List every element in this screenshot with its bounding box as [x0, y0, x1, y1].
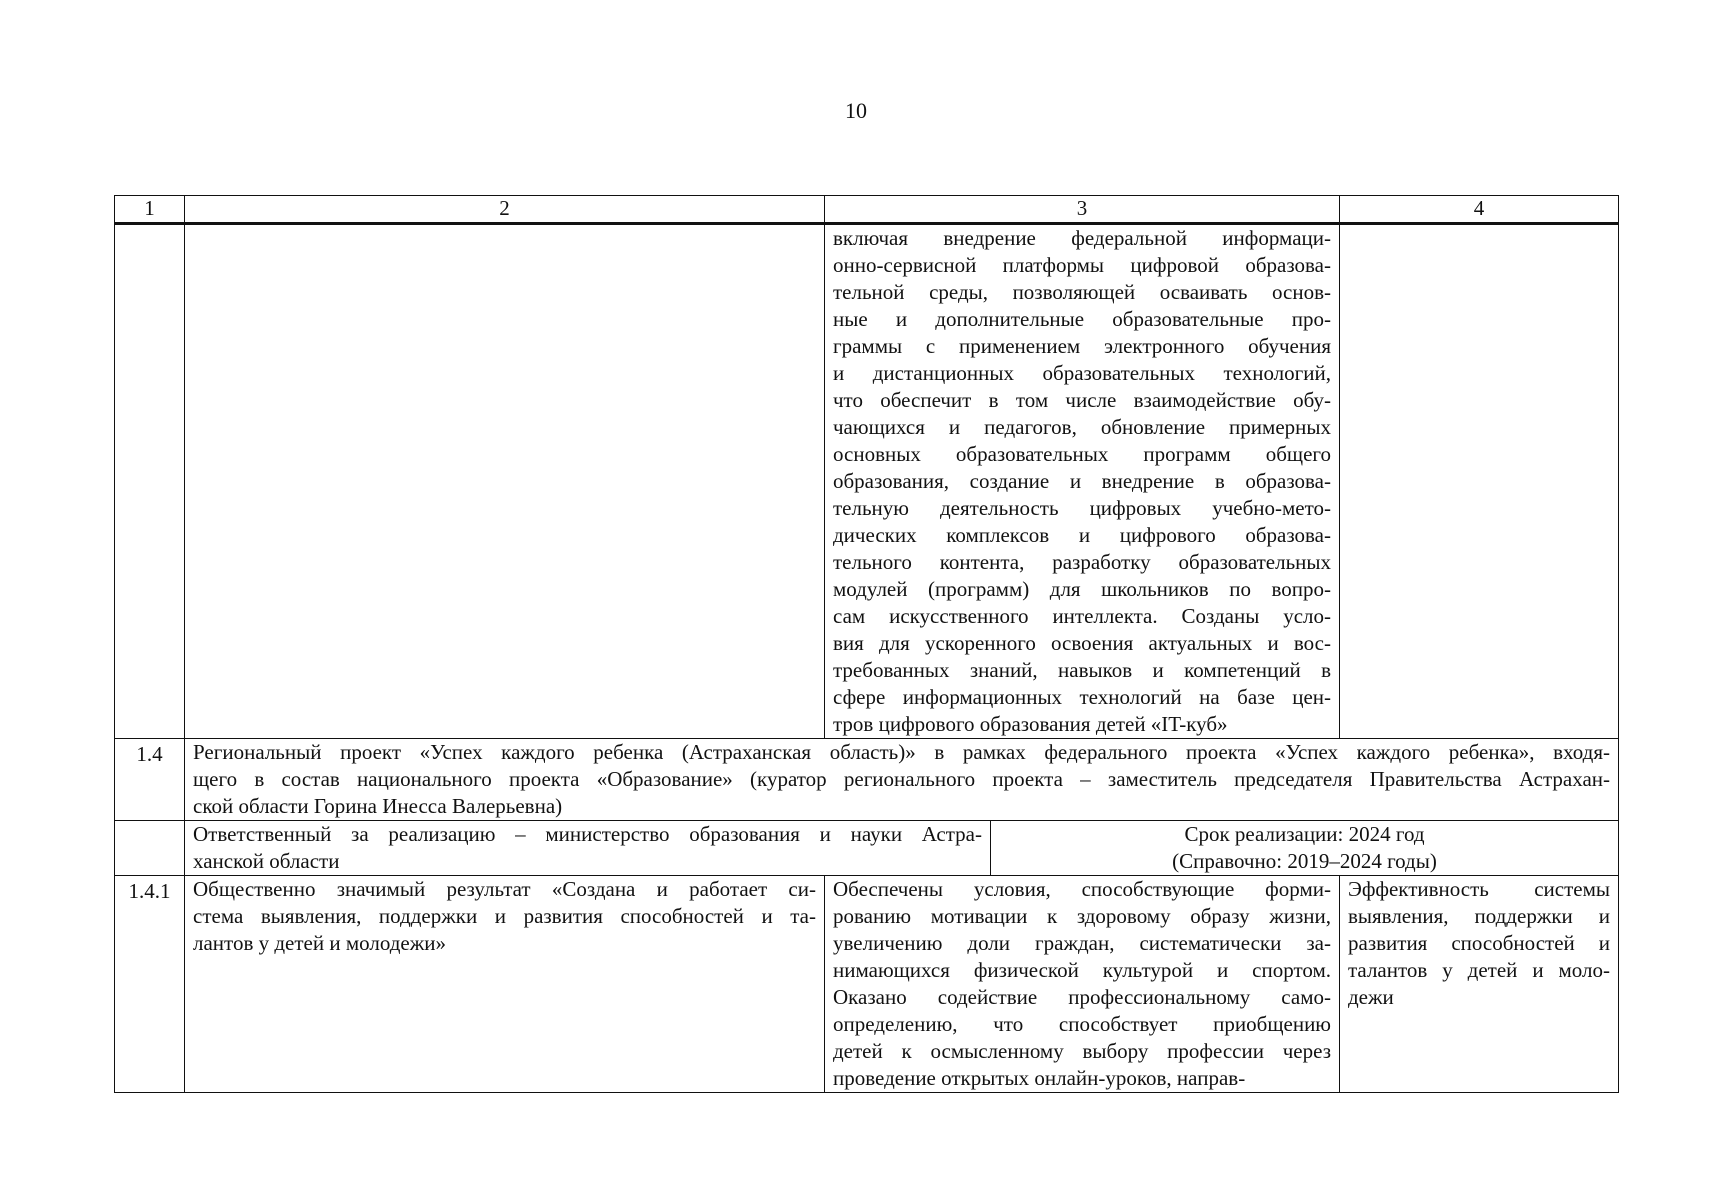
implementation-term [991, 821, 1619, 875]
column-header-3: 3 [825, 196, 1340, 224]
text-line: нимающихся физической культурой и спортом. [833, 958, 1331, 982]
text-line: детей к осмысленному выбору профессии через [833, 1039, 1331, 1063]
text-line: сфере информационных технологий на базе цен- [833, 685, 1331, 709]
text-line: ханской области [193, 849, 340, 873]
result-effect [1340, 876, 1619, 1093]
text-line: тельную деятельность цифровых учебно-мето- [833, 496, 1331, 520]
responsible-row [115, 821, 1619, 876]
text-line: требованных знаний, навыков и компетенций в [833, 658, 1331, 682]
text-line: вия для ускоренного освоения актуальных и вос- [833, 631, 1331, 655]
responsible-text [185, 821, 991, 875]
continuation-row [115, 224, 1619, 739]
text-line: развития способностей и [1348, 931, 1610, 955]
text-line: дических комплексов и цифрового образова- [833, 523, 1331, 547]
responsible-split [185, 821, 1618, 875]
text-line: Эффективность системы [1348, 877, 1610, 901]
table-header-row [115, 196, 1619, 224]
continuation-col3-cell [825, 224, 1340, 739]
text-line: основных образовательных программ общего [833, 442, 1331, 466]
program-table [114, 195, 1619, 1093]
text-line: Региональный проект «Успех каждого ребенка (Астраханская область)» в рамках федерального проекта «Успех каждого ребенка», входя- [193, 740, 1610, 764]
text-line: включая внедрение федеральной информаци- [833, 226, 1331, 250]
text-line: Срок реализации: 2024 год [1184, 822, 1425, 846]
text-line: тельного контента, разработку образовательных [833, 550, 1331, 574]
text-line: граммы с применением электронного обучения [833, 334, 1331, 358]
text-line: выявления, поддержки и [1348, 904, 1610, 928]
result-row [115, 876, 1619, 1093]
result-number: 1.4.1 [115, 876, 185, 1093]
result-title [185, 876, 825, 1093]
text-line: Обеспечены условия, способствующие форми- [833, 877, 1331, 901]
text-line: лантов у детей и молодежи» [193, 931, 446, 955]
responsible-merged-cell [185, 821, 1619, 876]
column-header-1: 1 [115, 196, 185, 224]
text-line: талантов у детей и моло- [1348, 958, 1610, 982]
text-line: щего в состав национального проекта «Образование» (куратор регионального проекта – заместитель председателя Правительства Астрахан- [193, 767, 1610, 791]
text-line: (Справочно: 2019–2024 годы) [1172, 849, 1437, 873]
page-number: 10 [845, 98, 867, 123]
project-number: 1.4 [115, 739, 185, 821]
project-row [115, 739, 1619, 821]
text-line: что обеспечит в том числе взаимодействие обу- [833, 388, 1331, 412]
text-line: стема выявления, поддержки и развития способностей и та- [193, 904, 816, 928]
text-line: увеличению доли граждан, систематически за- [833, 931, 1331, 955]
text-line: рованию мотивации к здоровому образу жизни, [833, 904, 1331, 928]
continuation-col4-cell [1340, 224, 1619, 739]
text-line: проведение открытых онлайн-уроков, направ- [833, 1066, 1246, 1090]
text-line: образования, создание и внедрение в образова- [833, 469, 1331, 493]
text-line: модулей (программ) для школьников по вопро- [833, 577, 1331, 601]
continuation-col2-cell [185, 224, 825, 739]
text-line: дежи [1348, 985, 1394, 1009]
project-description [185, 739, 1619, 821]
text-line: Общественно значимый результат «Создана и работает си- [193, 877, 816, 901]
text-line: Ответственный за реализацию – министерство образования и науки Астра- [193, 822, 982, 846]
text-line: онно-сервисной платформы цифровой образова- [833, 253, 1331, 277]
text-line: тельной среды, позволяющей осваивать основ- [833, 280, 1331, 304]
column-header-2: 2 [185, 196, 825, 224]
text-line: ской области Горина Инесса Валерьевна) [193, 794, 563, 818]
text-line: тров цифрового образования детей «IT-куб» [833, 712, 1228, 736]
text-line: сам искусственного интеллекта. Созданы усло- [833, 604, 1331, 628]
responsible-number-cell [115, 821, 185, 876]
continuation-number-cell [115, 224, 185, 739]
column-header-4: 4 [1340, 196, 1619, 224]
text-line: чающихся и педагогов, обновление примерных [833, 415, 1331, 439]
result-description [825, 876, 1340, 1093]
text-line: ные и дополнительные образовательные про- [833, 307, 1331, 331]
text-line: и дистанционных образовательных технологий, [833, 361, 1331, 385]
text-line: определению, что способствует приобщению [833, 1012, 1331, 1036]
text-line: Оказано содействие профессиональному само- [833, 985, 1331, 1009]
